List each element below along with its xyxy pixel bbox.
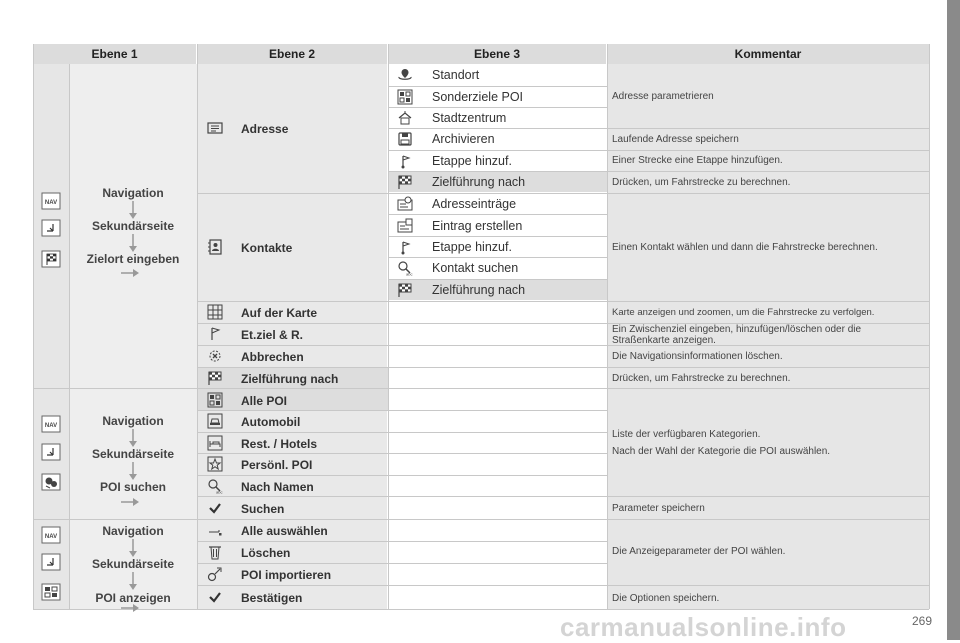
- address-card-icon: [207, 120, 223, 136]
- ebene2-loeschen: Löschen: [241, 546, 291, 560]
- ebene3-archivieren: Archivieren: [432, 132, 495, 146]
- ebene3-kontakt-suchen: Kontakt suchen: [432, 261, 519, 275]
- comment-archivieren: Laufende Adresse speichern: [612, 134, 739, 145]
- poi-icon: [397, 89, 413, 105]
- header-ebene-2: Ebene 2: [197, 44, 387, 64]
- checkmark-icon: [207, 589, 223, 605]
- path-sekundaerseite-1: Sekundärseite: [91, 219, 175, 233]
- header-ebene-3: Ebene 3: [388, 44, 606, 64]
- comment-kategorien-1: Liste der verfügbaren Kategorien.: [612, 429, 761, 440]
- ebene3-zielfuehrung-2: Zielführung nach: [432, 283, 526, 297]
- path-navigation-3: Navigation: [102, 524, 164, 538]
- svg-text:abc: abc: [406, 271, 413, 276]
- ebene3-sonderziele: Sonderziele POI: [432, 90, 524, 104]
- ebene2-nach-namen: Nach Namen: [241, 480, 314, 494]
- select-all-icon: [207, 522, 223, 538]
- comment-suchen: Parameter speichern: [612, 503, 705, 514]
- ebene2-kontakte: Kontakte: [241, 241, 293, 255]
- path-sekundaerseite-3: Sekundärseite: [91, 557, 175, 571]
- watermark: carmanualsonline.info: [560, 612, 847, 642]
- path-navigation-2: Navigation: [102, 414, 164, 428]
- path-zielort-eingeben: Zielort eingeben: [86, 252, 180, 266]
- ebene3-zielfuehrung: Zielführung nach: [432, 175, 526, 189]
- down-arrow-icon: [128, 429, 138, 449]
- car-icon: [207, 413, 223, 429]
- right-arrow-icon: [121, 494, 141, 512]
- comment-etziel-1: Ein Zwischenziel eingeben, hinzufügen/löschen oder die: [612, 324, 862, 335]
- comment-kategorien-2: Nach der Wahl der Kategorie die POI auswählen.: [612, 446, 831, 457]
- cancel-navigation-icon: [207, 348, 223, 364]
- usb-import-icon: [207, 566, 223, 582]
- flag-icon: [207, 326, 223, 342]
- path-navigation-1: Navigation: [102, 186, 164, 200]
- poi-icon: [41, 583, 61, 601]
- comment-kontakte: Einen Kontakt wählen und dann die Fahrstrecke berechnen.: [612, 242, 878, 253]
- nav-button-icon: [41, 526, 61, 544]
- svg-text:abc: abc: [216, 489, 223, 494]
- ebene3-etappe-2: Etappe hinzuf.: [432, 240, 512, 254]
- comment-bestaetigen: Die Optionen speichern.: [612, 593, 720, 604]
- right-margin-strip: [947, 0, 960, 640]
- ebene2-alle-auswaehlen: Alle auswählen: [241, 524, 328, 538]
- comment-zielfuehrung: Drücken, um Fahrstrecke zu berechnen.: [612, 177, 791, 188]
- checkered-flag-icon: [41, 250, 61, 268]
- ebene3-eintrag-erstellen: Eintrag erstellen: [432, 219, 523, 233]
- page-number: 269: [912, 614, 933, 628]
- ebene2-abbrechen: Abbrechen: [241, 350, 304, 364]
- star-icon: [207, 456, 223, 472]
- location-icon: [397, 67, 413, 83]
- ebene2-alle-poi: Alle POI: [241, 394, 288, 408]
- ebene2-persoenl-poi: Persönl. POI: [241, 458, 313, 472]
- comment-etappe: Einer Strecke eine Etappe hinzufügen.: [612, 155, 783, 166]
- secondary-page-icon: [41, 553, 61, 571]
- new-entry-icon: [397, 218, 413, 234]
- svg-text:NAV: NAV: [44, 423, 58, 429]
- ebene3-etappe: Etappe hinzuf.: [432, 154, 512, 168]
- row-shade-alle-poi: [197, 389, 388, 410]
- checkered-flag-icon: [207, 370, 223, 386]
- ebene3-standort: Standort: [432, 68, 480, 82]
- ebene2-suchen: Suchen: [241, 502, 285, 516]
- address-entries-icon: [397, 196, 413, 212]
- checkered-flag-icon: [397, 174, 413, 190]
- secondary-page-icon: [41, 443, 61, 461]
- trash-icon: [207, 544, 223, 560]
- ebene2-auf-der-karte: Auf der Karte: [241, 306, 318, 320]
- comment-anzeigeparameter: Die Anzeigeparameter der POI wählen.: [612, 546, 786, 557]
- down-arrow-icon: [128, 234, 138, 254]
- down-arrow-icon: [128, 201, 138, 221]
- comment-auf-der-karte: Karte anzeigen und zoomen, um die Fahrstrecke zu verfolgen.: [612, 307, 875, 318]
- save-icon: [397, 131, 413, 147]
- right-arrow-icon: [121, 265, 141, 283]
- checkered-flag-icon: [397, 282, 413, 298]
- ebene3-stadtzentrum: Stadtzentrum: [432, 111, 507, 125]
- contacts-icon: [207, 239, 223, 255]
- waypoint-flag-icon: [397, 153, 413, 169]
- comment-zielfuehrung-2: Drücken, um Fahrstrecke zu berechnen.: [612, 373, 791, 384]
- map-icon: [207, 304, 223, 320]
- nav-button-icon: [41, 192, 61, 210]
- ebene2-rest-hotels: Rest. / Hotels: [241, 437, 318, 451]
- header-ebene-1: Ebene 1: [33, 44, 196, 64]
- city-centre-icon: [397, 110, 413, 126]
- waypoint-flag-icon: [397, 239, 413, 255]
- comment-abbrechen: Die Navigationsinformationen löschen.: [612, 351, 783, 362]
- ebene2-adresse: Adresse: [241, 122, 289, 136]
- header-kommentar: Kommentar: [607, 44, 929, 64]
- ebene2-bestaetigen: Bestätigen: [241, 591, 303, 605]
- ebene2-etziel: Et.ziel & R.: [241, 328, 304, 342]
- right-arrow-icon: [121, 600, 141, 618]
- comment-etziel-2: Straßenkarte anzeigen.: [612, 335, 716, 346]
- hotel-icon: [207, 435, 223, 451]
- search-name-icon: [207, 478, 223, 494]
- down-arrow-icon: [128, 462, 138, 482]
- nav-button-icon: [41, 415, 61, 433]
- ebene2-poi-importieren: POI importieren: [241, 568, 332, 582]
- ebene2-automobil: Automobil: [241, 415, 301, 429]
- poi-search-icon: [41, 473, 61, 491]
- svg-text:NAV: NAV: [44, 200, 58, 206]
- ebene3-adresseintraege: Adresseinträge: [432, 197, 517, 211]
- svg-text:NAV: NAV: [44, 534, 58, 540]
- checkmark-icon: [207, 500, 223, 516]
- secondary-page-icon: [41, 219, 61, 237]
- search-contact-icon: [397, 260, 413, 276]
- comment-adresse-parametrieren: Adresse parametrieren: [612, 91, 714, 102]
- down-arrow-icon: [128, 539, 138, 559]
- poi-icon: [207, 392, 223, 408]
- path-poi-anzeigen: POI anzeigen: [95, 591, 171, 605]
- ebene2-zielfuehrung: Zielführung nach: [241, 372, 339, 386]
- down-arrow-icon: [128, 572, 138, 592]
- path-sekundaerseite-2: Sekundärseite: [91, 447, 175, 461]
- path-poi-suchen: POI suchen: [99, 480, 167, 494]
